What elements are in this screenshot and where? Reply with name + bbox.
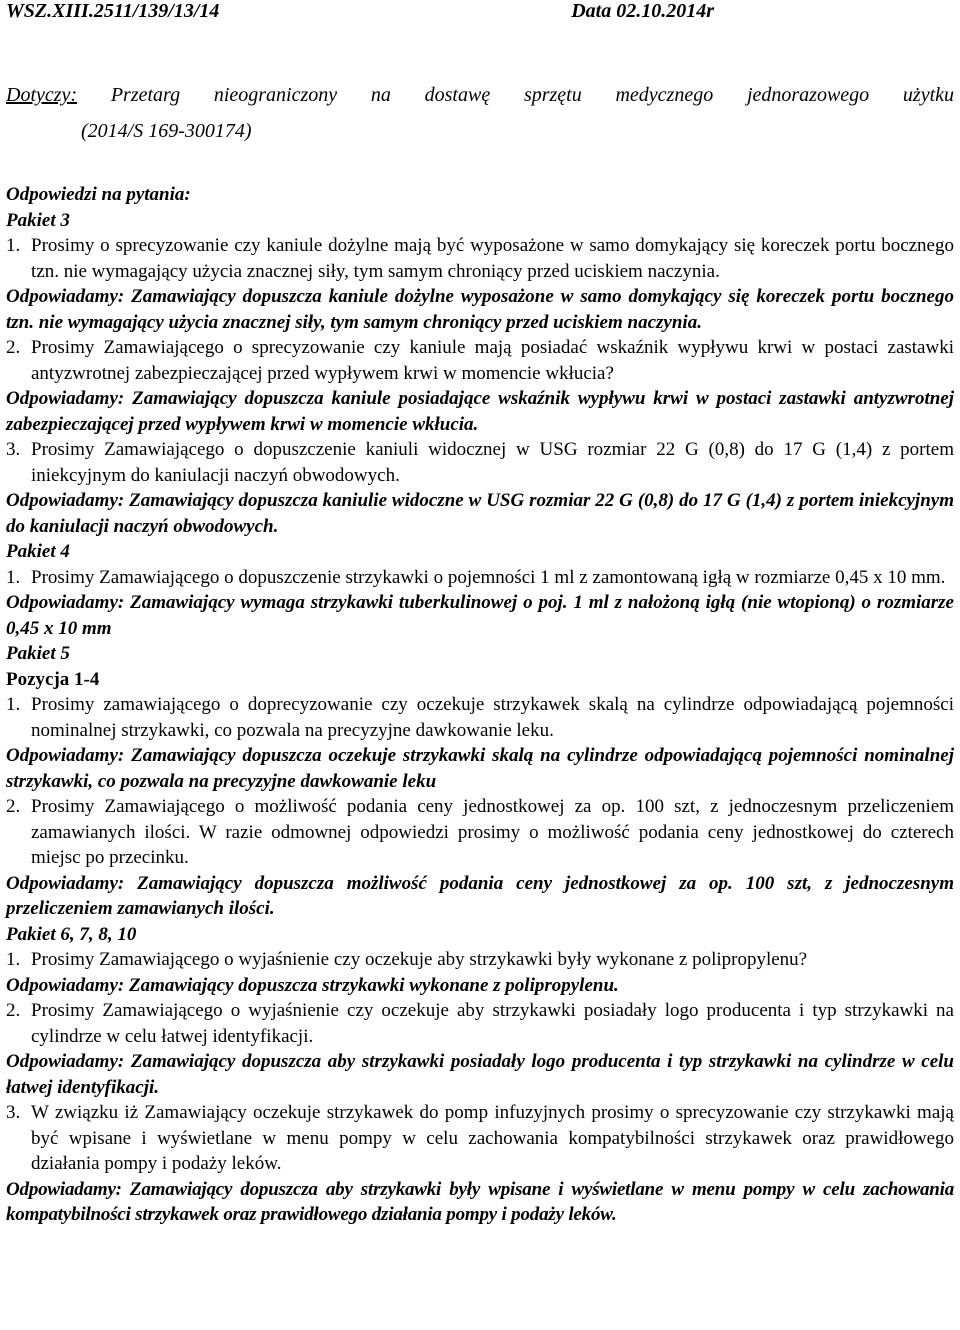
question-number: 1. [6,566,21,588]
reference-number: WSZ.XIII.2511/139/13/14 [6,0,220,22]
package-title: Pakiet 6, 7, 8, 10 [6,923,137,945]
question-text: Prosimy Zamawiającego o wyjaśnienie czy oczekuje aby strzykawki były wykonane z polipropylenu? [31,949,808,970]
package-title: Pakiet 5 [6,643,70,664]
package-title: Pakiet 3 [6,209,70,231]
subject-label: Dotyczy: [6,84,78,106]
question-text: Prosimy o sprecyzowanie czy kaniule dożylne mają być wyposażone w samo domykający się koreczek portu bocznego tzn. nie wymagający użycia znacznej siły, tym samym chroniący przed uciskiem naczynia. [31,235,954,282]
question-number: 2. [6,337,21,358]
question [6,1100,954,1177]
answer-text: Odpowiadamy: Zamawiający dopuszcza kaniule posiadające wskaźnik wypływu krwi w postaci zastawki antyzwrotnej zabezpieczającej przed wypływem krwi w momencie wkłucia. [6,388,954,435]
question [6,335,954,386]
document-date: Data 02.10.2014r [571,0,714,22]
question [6,794,954,871]
answer-text: Odpowiadamy: Zamawiający dopuszcza aby strzykawki posiadały logo producenta i typ strzykawki na cylindrze w celu łatwej identyfikacji. [6,1051,954,1098]
package-title: Pakiet 4 [6,541,70,562]
question-text: Prosimy Zamawiającego o możliwość podania ceny jednostkowej za op. 100 szt, z jednoczesnym przeliczeniem zamawianych ilości. W razie odmownej odpowiedzi prosimy o możliwość podania ceny jednostkowej do czterech miejsc po przecinku. [31,796,954,868]
question [6,947,954,973]
question-text: W związku iż Zamawiający oczekuje strzykawek do pomp infuzyjnych prosimy o sprecyzowanie czy strzykawki mają być wpisane i wyświetlane w menu pompy w celu zachowania kompatybilności strzykawek oraz prawidłowego działania pompy i podaży leków. [31,1102,954,1174]
tender-number: (2014/S 169-300174) [81,120,252,142]
question-text: Prosimy Zamawiającego o dopuszczenie kaniuli widocznej w USG rozmiar 22 G (0,8) do 17 G (1,4) z portem iniekcyjnym do kaniulacji naczyń obwodowych. [31,439,954,486]
package-subtitle: Pozycja 1-4 [6,668,100,690]
question-number: 1. [6,949,21,970]
question-number: 1. [6,235,21,256]
question [6,565,954,591]
answers-heading: Odpowiedzi na pytania: [6,184,191,205]
question-number: 1. [6,694,21,715]
question [6,998,954,1049]
question-text: Prosimy Zamawiającego o dopuszczenie strzykawki o pojemności 1 ml z zamontowaną igłą w rozmiarze 0,45 x 10 mm. [31,566,946,588]
question [6,437,954,488]
document-header [6,0,954,22]
question [6,233,954,284]
question [6,692,954,743]
subject-line [6,82,954,108]
answer-text: Odpowiadamy: Zamawiający dopuszcza strzykawki wykonane z polipropylenu. [6,974,619,996]
question-number: 2. [6,796,21,817]
question-text: Prosimy zamawiającego o doprecyzowanie czy oczekuje strzykawek skalą na cylindrze odpowiadającą pojemności nominalnej strzykawki, co pozwala na precyzyjne dawkowanie leku. [31,694,954,741]
answer-text: Odpowiadamy: Zamawiający dopuszcza kaniule dożylne wyposażone w samo domykający się koreczek portu bocznego tzn. nie wymagający użycia znacznej siły, tym samym chroniący przed uciskiem naczynia. [6,286,954,333]
answer-text: Odpowiadamy: Zamawiający dopuszcza oczekuje strzykawki skalą na cylindrze odpowiadającą pojemności nominalnej strzykawki, co pozwala na precyzyjne dawkowanie leku [6,745,954,792]
question-text: Prosimy Zamawiającego o wyjaśnienie czy oczekuje aby strzykawki posiadały logo producenta i typ strzykawki na cylindrze w celu łatwej identyfikacji. [31,1000,954,1047]
subject-text: Przetarg nieograniczony na dostawę sprzętu medycznego jednorazowego użytku [110,84,955,106]
question-number: 3. [6,439,21,460]
answer-text: Odpowiadamy: Zamawiający wymaga strzykawki tuberkulinowej o poj. 1 ml z nałożoną igłą (nie wtopioną) o rozmiarze 0,45 x 10 mm [6,592,954,639]
answer-text: Odpowiadamy: Zamawiający dopuszcza kaniulie widoczne w USG rozmiar 22 G (0,8) do 17 G (1,4) z portem iniekcyjnym do kaniulacji naczyń obwodowych. [6,490,954,537]
question-number: 3. [6,1102,21,1123]
answer-text: Odpowiadamy: Zamawiający dopuszcza aby strzykawki były wpisane i wyświetlane w menu pompy w celu zachowania kompatybilności strzykawek oraz prawidłowego działania pompy i podaży leków. [6,1178,954,1225]
answer-text: Odpowiadamy: Zamawiający dopuszcza możliwość podania ceny jednostkowej za op. 100 szt, z jednoczesnym przeliczeniem zamawianych ilości. [6,872,954,919]
question-number: 2. [6,1000,21,1021]
question-text: Prosimy Zamawiającego o sprecyzowanie czy kaniule mają posiadać wskaźnik wypływu krwi w postaci zastawki antyzwrotnej zabezpieczającej przed wypływem krwi w momencie wkłucia? [31,337,954,384]
